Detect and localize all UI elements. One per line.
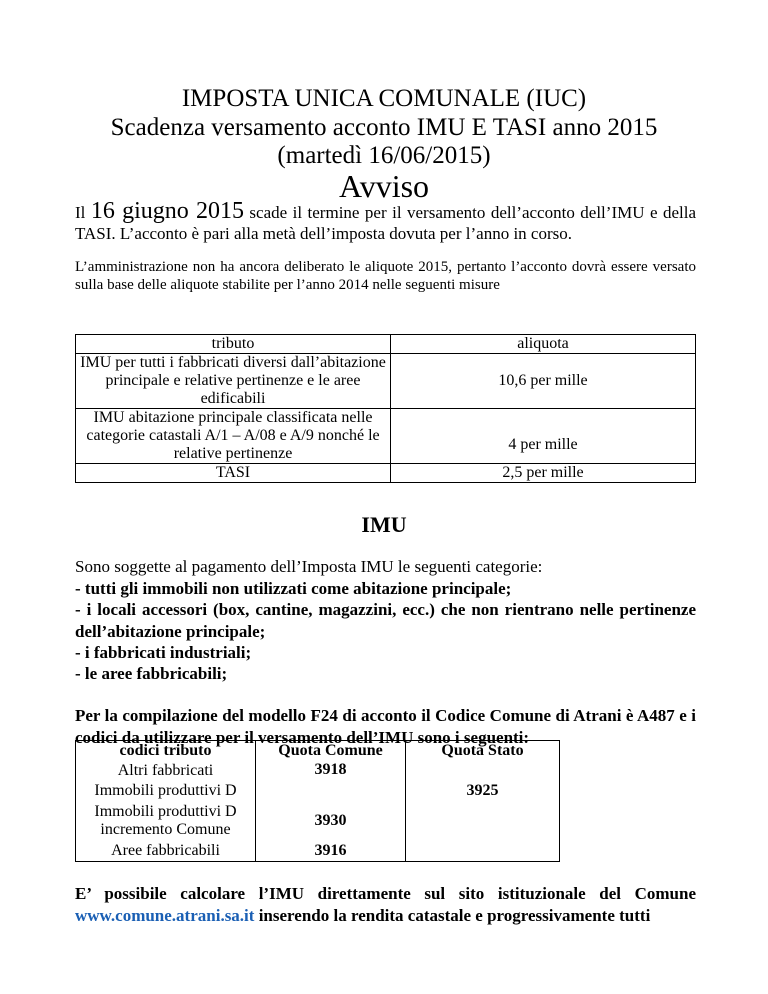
header-codici: codici tributo — [76, 741, 256, 762]
codici-row — [76, 801, 560, 841]
list-item — [75, 578, 696, 600]
list-item — [75, 642, 696, 664]
table-row — [76, 409, 696, 464]
title-line-2: Scadenza versamento acconto IMU E TASI anno 2015 — [110, 114, 658, 141]
aliquota-cell: 4 per mille — [391, 409, 696, 464]
footer-text-before: E’ possibile calcolare l’IMU direttamente sul sito istituzionale del Comune — [75, 884, 696, 903]
intro-text-2: e della TASI. L’acconto è pari alla metà dell’imposta dovuta per l’anno in corso. — [75, 203, 697, 243]
list-item-text: le aree fabbricabili; — [84, 664, 228, 683]
intro-prefix: Il — [75, 203, 86, 222]
header-quota-stato: Quota Stato — [406, 741, 560, 762]
aliquota-cell: 2,5 per mille — [391, 464, 696, 483]
codici-row — [76, 761, 560, 781]
quota-comune-cell: 3930 — [256, 801, 406, 841]
aliquote-table — [75, 334, 696, 483]
list-dash: - — [75, 600, 81, 619]
header-aliquota: aliquota — [391, 335, 696, 354]
header-tributo: tributo — [76, 335, 391, 354]
list-item — [75, 663, 696, 685]
codici-label: Immobili produttivi D incremento Comune — [76, 801, 256, 841]
footer-text-after: inserendo la rendita catastale e progressivamente tutti — [258, 906, 651, 925]
header-quota-comune: Quota Comune — [256, 741, 406, 762]
comune-website-link[interactable]: www.comune.atrani.sa.it — [75, 906, 255, 925]
list-item-text: i locali accessori (box, cantine, magazzini, ecc.) che non rientrano nelle pertinenze dell’abitazione principale; — [75, 600, 696, 641]
codici-label: Altri fabbricati — [76, 761, 256, 781]
avviso-heading: Avviso — [338, 168, 430, 204]
table-row — [76, 464, 696, 483]
quota-comune-cell: 3918 — [256, 761, 406, 781]
list-item-text: tutti gli immobili non utilizzati come abitazione principale; — [84, 579, 512, 598]
codici-label: Aree fabbricabili — [76, 841, 256, 862]
codici-row — [76, 781, 560, 801]
quota-stato-cell: 3925 — [406, 781, 560, 801]
aliquota-cell: 10,6 per mille — [391, 354, 696, 409]
list-dash: - — [75, 643, 81, 662]
intro-date: 16 giugno 2015 — [90, 198, 244, 224]
intro-text-1: scade il termine per il versamento dell’acconto dell’IMU — [249, 203, 645, 222]
quota-stato-cell — [406, 761, 560, 781]
tributo-cell: IMU abitazione principale classificata nelle categorie catastali A/1 – A/08 e A/9 nonché le relative pertinenze — [76, 409, 391, 464]
list-dash: - — [75, 664, 81, 683]
f24-paragraph: Per la compilazione del modello F24 di acconto il Codice Comune di Atrani è A487 e i codici da utilizzare per il versamento dell’IMU sono i seguenti: — [75, 706, 696, 747]
aliquote-note: L’amministrazione non ha ancora deliberato le aliquote 2015, pertanto l’acconto dovrà essere versato sulla base delle aliquote stabilite per l’anno 2014 nelle seguenti misure — [75, 259, 696, 293]
table-header-row — [76, 335, 696, 354]
title-line-1: IMPOSTA UNICA COMUNALE (IUC) — [181, 85, 587, 112]
title-line-3: (martedì 16/06/2015) — [277, 142, 491, 169]
list-item — [75, 599, 696, 643]
tributo-cell: IMU per tutti i fabbricati diversi dall’abitazione principale e relative pertinenze e le aree edificabili — [76, 354, 391, 409]
imu-intro: Sono soggette al pagamento dell’Imposta IMU le seguenti categorie: — [75, 557, 543, 576]
codici-label: Immobili produttivi D — [76, 781, 256, 801]
intro-paragraph — [75, 198, 697, 244]
quota-comune-cell: 3916 — [256, 841, 406, 862]
quota-stato-cell — [406, 841, 560, 862]
footer-paragraph — [75, 883, 696, 927]
codici-row — [76, 841, 560, 862]
imu-heading: IMU — [361, 512, 407, 537]
tributo-cell: TASI — [76, 464, 391, 483]
table-row — [76, 354, 696, 409]
codici-row — [76, 741, 560, 762]
quota-comune-cell — [256, 781, 406, 801]
list-dash: - — [75, 579, 81, 598]
quota-stato-cell — [406, 801, 560, 841]
codici-table — [75, 740, 560, 862]
list-item-text: i fabbricati industriali; — [84, 643, 252, 662]
